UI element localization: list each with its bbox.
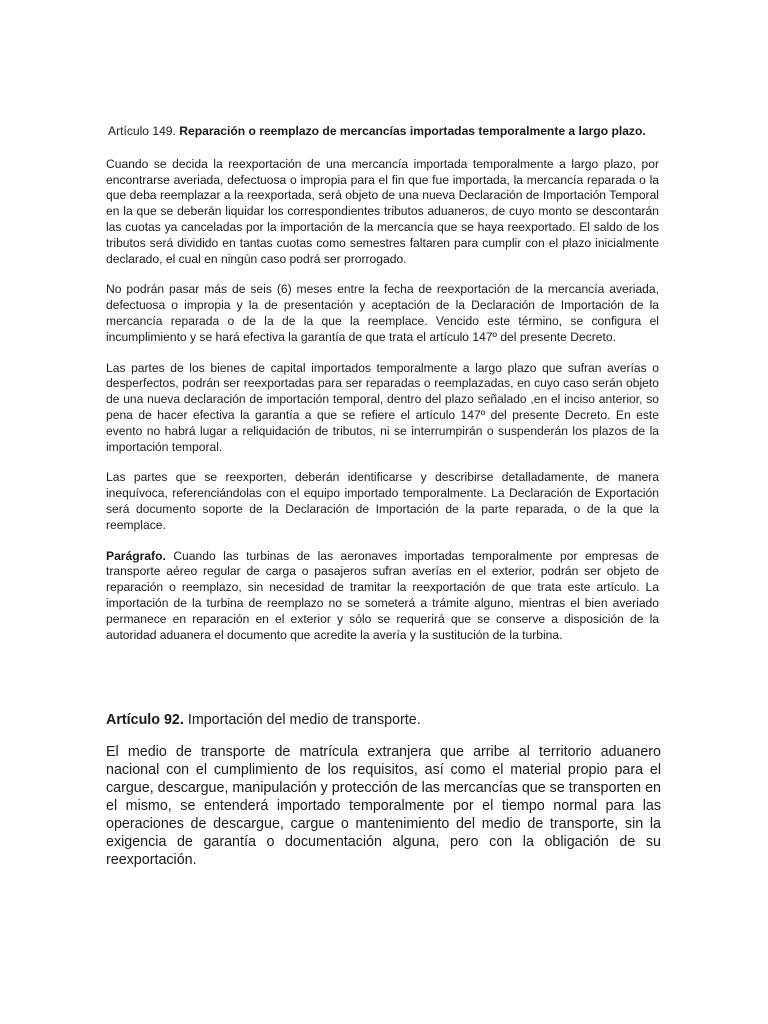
article-149-paragraph-3: Las partes de los bienes de capital importados temporalmente a largo plazo que sufran averías o desperfectos, podrán ser reexportadas para ser reparadas o reemplazadas, en cuyo caso serán objeto de una nueva declaración de importación temporal, dentro del plazo señalado ,en el inciso anterior, so pena de hacer efectiva la garantía a que se refiere el artículo 147º del presente Decreto. En este evento no habrá lugar a reliquidación de tributos, ni se interrumpirán o suspenderán los plazos de la importación temporal.	[106, 360, 659, 454]
article-92-label: Artículo 92.	[106, 712, 184, 728]
article-149-title: Reparación o reemplazo de mercancías importadas temporalmente a largo plazo.	[179, 124, 646, 138]
article-149-paragraph-1: Cuando se decida la reexportación de una mercancía importada temporalmente a largo plazo, por encontrarse averiada, defectuosa o impropia para el fin que fue importada, la mercancía reparada o la que deba reemplazar a la reexportada, será objeto de una nueva Declaración de Importación Temporal en la que se deberán liquidar los correspondientes tributos aduaneros, de cuyo monto se descontarán las cuotas ya canceladas por la importación de la mercancía que se haya reexportado. El saldo de los tributos será dividido en tantas cuotas como semestres faltaren para cumplir con el plazo inicialmente declarado, el cual en ningún caso podrá ser prorrogado.	[106, 156, 659, 266]
article-149-paragraph-4: Las partes que se reexporten, deberán identificarse y describirse detalladamente, de manera inequívoca, referenciándolas con el equipo importado temporalmente. La Declaración de Exportación será documento soporte de la Declaración de Importación de la parte reparada, o de la que la reemplace.	[106, 470, 659, 532]
article-149-label: Artículo 149.	[108, 124, 176, 138]
article-92-title: Importación del medio de transporte.	[187, 712, 421, 728]
paragrafo-label: Parágrafo.	[106, 548, 166, 563]
article-92-paragraph: El medio de transporte de matrícula extranjera que arribe al territorio aduanero nacional con el cumplimiento de los requisitos, así como el material propio para el cargue, descargue, manipulación y protección de las mercancías que se transporten en el mismo, se entenderá importado temporalmente por el tiempo normal para las operaciones de descargue, cargue o mantenimiento del medio de transporte, sin la exigencia de garantía o documentación alguna, pero con la obligación de su reexportación.	[106, 744, 661, 868]
article-149-heading	[106, 124, 659, 140]
article-92-heading	[106, 711, 661, 729]
paragrafo-paragraph	[106, 549, 659, 644]
paragrafo-text: Cuando las turbinas de las aeronaves importadas temporalmente por empresas de transporte aéreo regular de carga o pasajeros sufran averías en el exterior, podrán ser objeto de reparación o reemplazo, sin necesidad de tramitar la reexportación de que trata este artículo. La importación de la turbina de reemplazo no se someterá a trámite alguno, mientras el bien averiado permanece en reparación en el exterior y sólo se requerirá que se conserve a disposición de la autoridad aduanera el documento que acredite la avería y la sustitución de la turbina.	[106, 548, 659, 642]
article-149-paragraph-2: No podrán pasar más de seis (6) meses entre la fecha de reexportación de la mercancía averiada, defectuosa o impropia y la de presentación y aceptación de la Declaración de Importación de la mercancía reparada o de la de la que la reemplace. Vencido este término, se configura el incumplimiento y se hará efectiva la garantía de que trata el artículo 147º del presente Decreto.	[106, 282, 659, 344]
article-92-section	[106, 711, 661, 883]
article-149-section	[106, 124, 659, 658]
